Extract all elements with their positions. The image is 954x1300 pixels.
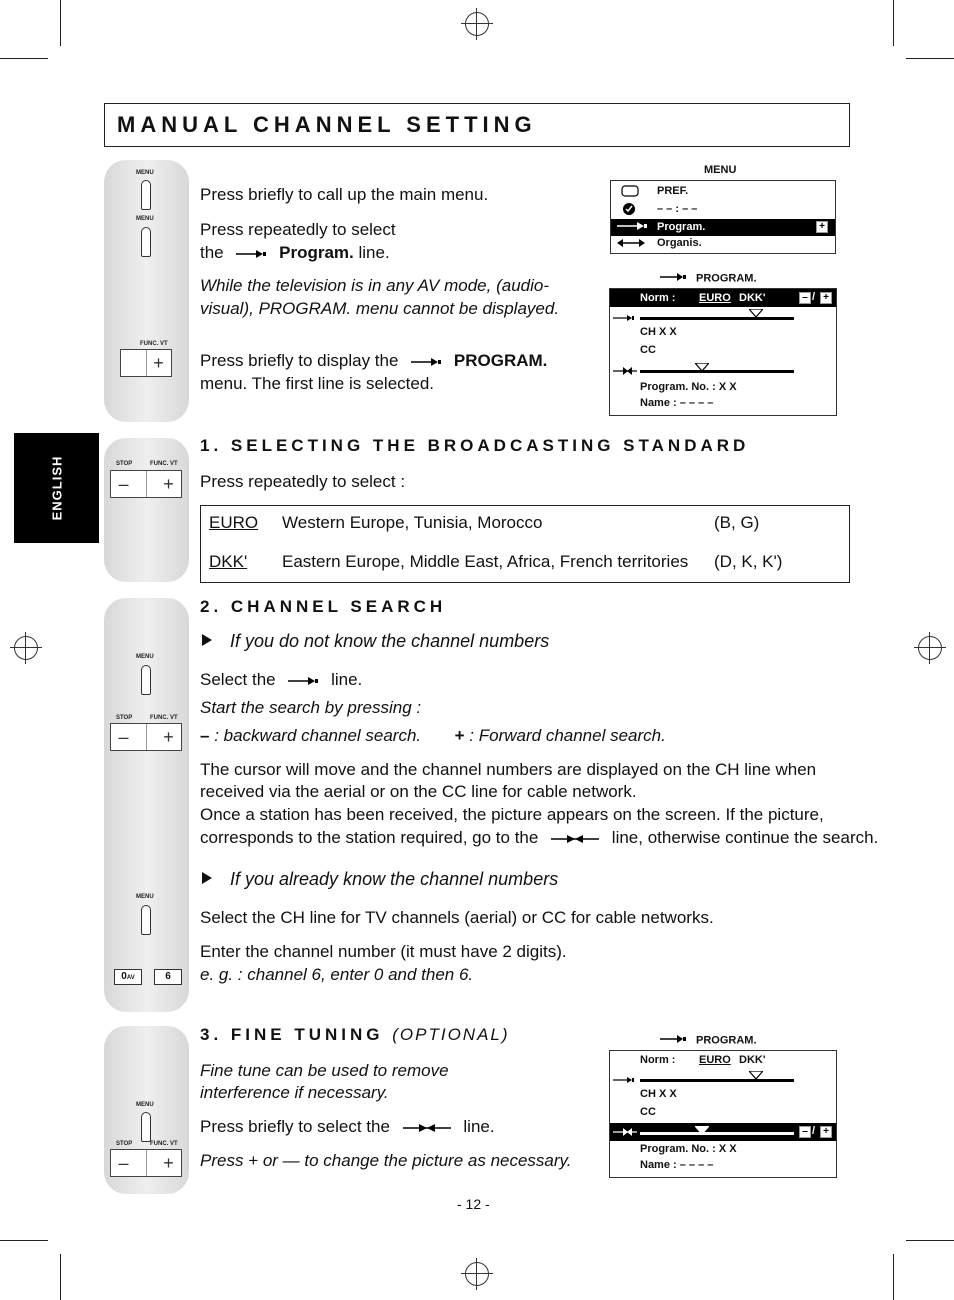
registration-mark [461, 8, 493, 40]
registration-mark [914, 632, 946, 664]
program-osd-heading: PROGRAM. [660, 272, 757, 285]
plus-icon: + [153, 353, 164, 373]
norm-row-selected[interactable]: Norm : EURO DKK' – / + [610, 289, 836, 307]
stop-label: STOP [116, 461, 133, 467]
norm-euro: EURO [699, 292, 731, 304]
intro-line2b: the Program. line. [200, 243, 390, 262]
minus-icon: – [200, 726, 210, 745]
func-vt-label: FUNC. VT [150, 1141, 178, 1147]
program-arrow-icon [617, 220, 647, 235]
program-osd-heading: PROGRAM. [660, 1034, 757, 1047]
tv-icon [621, 185, 639, 200]
menu-button[interactable] [141, 1112, 151, 1142]
section2-search-keys: – : backward channel search. + : Forward channel search. [200, 726, 666, 745]
plus-icon: + [820, 1126, 832, 1138]
program-number-line[interactable]: Program. No. : X X [640, 381, 737, 393]
program-arrow-icon [660, 272, 686, 285]
menu-label: MENU [136, 216, 154, 222]
norm-dkk: DKK' [739, 1054, 766, 1066]
section2-p1b: received via the aerial or on the CC line for cable network. [200, 782, 637, 801]
intro-note1: While the television is in any AV mode, (audio- [200, 276, 549, 295]
menu-button[interactable] [141, 665, 151, 695]
page-number: - 12 - [457, 1196, 490, 1212]
section2-select: Select the line. [200, 670, 363, 689]
standard-bands: (B, G) [714, 513, 760, 532]
section2-p3: Select the CH line for TV channels (aerial) or CC for cable networks. [200, 908, 714, 927]
language-tab [14, 433, 99, 543]
plus-icon: + [163, 727, 174, 747]
registration-mark [10, 632, 42, 664]
func-vt-label: FUNC. VT [150, 715, 178, 721]
section2-title: 2. CHANNEL SEARCH [200, 597, 447, 616]
section1-title: 1. SELECTING THE BROADCASTING STANDARD [200, 436, 750, 455]
section2-p4: Enter the channel number (it must have 2 digits). [200, 942, 567, 961]
fine-tune-arrow-icon [403, 1123, 451, 1133]
fine-tuning-bar [640, 370, 794, 373]
menu-label: MENU [136, 894, 154, 900]
minus-plus-button[interactable] [110, 1149, 182, 1177]
menu-item-organise[interactable]: Organis. [657, 237, 702, 249]
section2-p2b: corresponds to the station required, go to the line, otherwise continue the search. [200, 828, 879, 847]
minus-icon: – [118, 474, 129, 494]
section2-start: Start the search by pressing : [200, 698, 422, 717]
name-line[interactable]: Name : – – – – [640, 397, 714, 409]
program-osd-fine-tuning [609, 1050, 837, 1178]
fine-tune-arrow-icon [613, 366, 637, 379]
remote-illustration-3 [104, 598, 189, 1012]
key-zero-av[interactable]: 0AV [114, 969, 142, 985]
program-number-line[interactable]: Program. No. : X X [640, 1143, 737, 1155]
section3-optional: (OPTIONAL) [392, 1025, 510, 1044]
program-arrow-icon [613, 1075, 635, 1088]
page-title-box [104, 103, 850, 147]
plus-icon: + [163, 1153, 174, 1173]
plus-icon: + [163, 474, 174, 494]
intro-line1: Press briefly to call up the main menu. [200, 185, 489, 204]
program-osd [609, 288, 837, 416]
menu-button[interactable] [141, 905, 151, 935]
minus-icon: – [118, 1153, 129, 1173]
section2-sub1: If you do not know the channel numbers [202, 630, 549, 653]
standard-bands: (D, K, K') [714, 552, 783, 571]
language-label: ENGLISH [49, 455, 64, 521]
func-vt-label: FUNC. VT [150, 461, 178, 467]
intro-line2a: Press repeatedly to select [200, 220, 396, 239]
tuning-bar [640, 317, 794, 320]
intro-note2: visual), PROGRAM. menu cannot be displayed. [200, 299, 560, 318]
remote-illustration-4 [104, 1026, 189, 1194]
func-vt-label: FUNC. VT [140, 341, 168, 347]
cursor-down-icon [695, 1125, 709, 1137]
section3-l2: interference if necessary. [200, 1083, 389, 1102]
plus-icon: + [816, 221, 828, 233]
standard-code: EURO [209, 513, 259, 532]
section2-p2a: Once a station has been received, the picture appears on the screen. If the picture, [200, 805, 824, 824]
fine-tune-row-selected[interactable]: – / + [610, 1123, 836, 1141]
menu-label: MENU [136, 654, 154, 660]
ch-line[interactable]: CH X X [640, 1088, 677, 1100]
fine-tune-arrow-icon [551, 834, 599, 844]
plus-icon: + [820, 292, 832, 304]
stop-label: STOP [116, 715, 133, 721]
standard-code: DKK' [209, 552, 248, 571]
intro-line3: Press briefly to display the PROGRAM. [200, 351, 548, 370]
minus-icon: – [799, 1126, 811, 1138]
section3-l1: Fine tune can be used to remove [200, 1061, 449, 1080]
section2-p1a: The cursor will move and the channel numbers are displayed on the CH line when [200, 760, 817, 779]
section3-l4: Press + or — to change the picture as necessary. [200, 1151, 572, 1170]
section2-p5: e. g. : channel 6, enter 0 and then 6. [200, 965, 474, 984]
minus-icon: – [799, 292, 811, 304]
standard-region: Eastern Europe, Middle East, Africa, French territories [282, 552, 689, 571]
norm-euro: EURO [699, 1054, 731, 1066]
minus-plus-button[interactable] [110, 723, 182, 751]
program-arrow-icon [660, 1034, 686, 1047]
cc-line[interactable]: CC [640, 1106, 656, 1118]
tuning-bar [640, 1079, 794, 1082]
fine-tune-arrow-icon [613, 1127, 637, 1140]
menu-label: MENU [136, 1102, 154, 1108]
plus-icon: + [454, 726, 465, 745]
cc-line[interactable]: CC [640, 344, 656, 356]
menu-label: MENU [136, 170, 154, 176]
menu-button[interactable] [141, 180, 151, 210]
program-arrow-icon [236, 249, 266, 259]
clock-icon [622, 202, 636, 219]
menu-osd-heading: MENU [704, 164, 737, 176]
name-line[interactable]: Name : – – – – [640, 1159, 714, 1171]
menu-osd [610, 180, 836, 254]
minus-plus-button[interactable] [110, 470, 182, 498]
program-arrow-icon [613, 313, 635, 326]
registration-mark [461, 1258, 493, 1290]
menu-item-pref[interactable]: PREF. [657, 185, 689, 197]
section3-l3: Press briefly to select the line. [200, 1117, 495, 1136]
standards-table [200, 505, 850, 583]
section1-intro: Press repeatedly to select : [200, 472, 406, 491]
func-vt-button[interactable] [120, 349, 172, 377]
key-six[interactable]: 6 [154, 969, 182, 985]
norm-dkk: DKK' [739, 292, 766, 304]
standard-region: Western Europe, Tunisia, Morocco [282, 513, 543, 532]
stop-label: STOP [116, 1141, 133, 1147]
menu-item-time[interactable]: – – : – – [657, 203, 698, 215]
menu-item-program-selected[interactable]: Program. + [611, 219, 835, 236]
organise-arrow-icon [617, 238, 645, 251]
fine-tuning-bar [640, 1132, 794, 1135]
section2-sub2: If you already know the channel numbers [202, 868, 558, 891]
remote-illustration-1 [104, 160, 189, 422]
page-title: MANUAL CHANNEL SETTING [117, 112, 537, 137]
triangle-bullet-icon [202, 634, 212, 646]
ch-line[interactable]: CH X X [640, 326, 677, 338]
norm-label: Norm : [640, 1054, 676, 1066]
minus-icon: – [118, 727, 129, 747]
remote-illustration-2 [104, 438, 189, 582]
section3-title: 3. FINE TUNING (OPTIONAL) [200, 1025, 510, 1044]
program-arrow-icon [288, 676, 318, 686]
menu-button[interactable] [141, 227, 151, 257]
program-arrow-icon [411, 357, 441, 367]
intro-line3b: menu. The first line is selected. [200, 374, 435, 393]
triangle-bullet-icon [202, 872, 212, 884]
